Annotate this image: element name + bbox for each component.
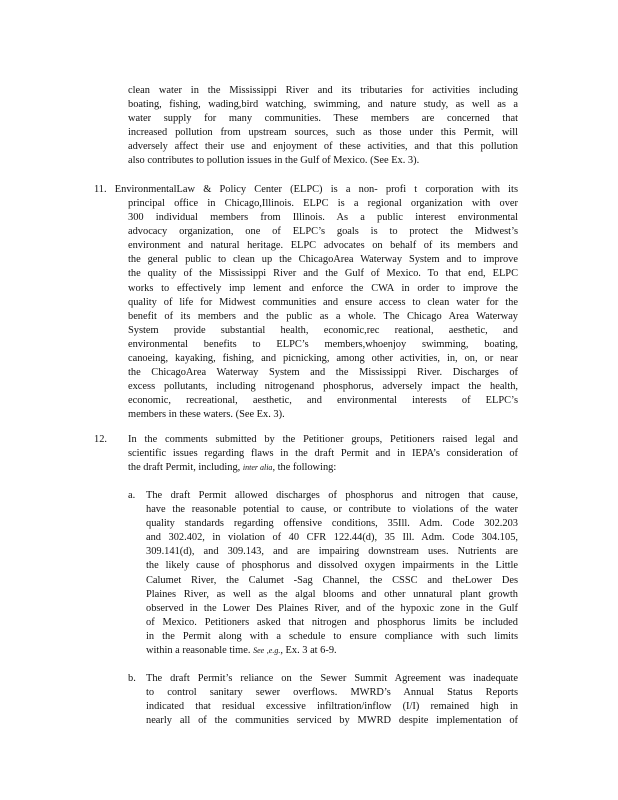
text-line: the quality of the Mississippi River and the Gulf of Mexico. To that end, ELPC [128,268,518,280]
text-line: increased pollution from upstream sources, such as those under this Permit, will [128,127,518,139]
text-line: economic, recreational, aesthetic, and environmental interests of ELPC’s [128,395,518,407]
text-fragment: the draft Permit, including, [128,462,241,474]
paragraph-11-body [128,197,518,423]
text-line: 300 individual members from Illinois. As a public interest environmental [128,212,518,224]
paragraph-11 [94,183,518,197]
paragraph-12-body [128,433,518,475]
text-line: Calumet River, the Calumet -Sag Channel, the CSSC and theLower Des [146,574,518,586]
text-line-citation [146,644,518,658]
text-line: in the Permit along with a schedule to ensure compliance with such limits [146,630,518,642]
text-line: excess pollutants, including nitrogenand phosphorus, adversely impact the health, [128,381,518,393]
paragraph-continuation [128,84,518,169]
item-b-label: b. [128,673,136,684]
text-line: adversely affect their use and enjoyment of these activities, and that this pollution [128,141,518,153]
text-line: have the reasonable potential to cause, or contribute to violations of the water [146,504,518,516]
text-line: principal office in Chicago,Illinois. ELPC is a regional organization with over [128,198,518,209]
text-line: the general public to clean up the ChicagoArea Waterway System and to improve [128,254,518,266]
text-fragment: within a reasonable time. [146,645,251,657]
item-a-body [146,489,518,658]
text-line: The draft Permit allowed discharges of phosphorus and nitrogen that cause, [146,490,518,501]
text-line: canoeing, kayaking, fishing, and picnicking, among other activities, in, on, or near [128,353,518,365]
text-line: The draft Permit’s reliance on the Sewer Summit Agreement was inadequate [146,673,518,684]
see-text: See [253,646,265,656]
text-line: environmental benefits to ELPC’s members,whoenjoy swimming, boating, [128,338,518,350]
text-line-inter-alia [128,461,518,475]
item-a-label: a. [128,490,136,501]
text-fragment: , the following: [272,462,337,474]
text-line: the ChicagoArea Waterway System and the Mississippi River. Discharges of [128,367,518,379]
text-line: System provide substantial health, economic,rec reational, aesthetic, and [128,324,518,336]
text-line: indicated that residual excessive infiltration/inflow (I/I) remained high in [146,701,518,713]
paragraph-11-first-line: 11. EnvironmentalLaw & Policy Center (ELPC) is a non- profi t corporation with its [94,184,518,195]
text-line: In the comments submitted by the Petitioner groups, Petitioners raised legal and [128,434,518,445]
text-line: to control sanitary sewer overflows. MWRD’s Annual Status Reports [146,687,518,699]
text-line: 309.141(d), and 309.143, and are impairing downstream uses. Nutrients are [146,546,518,558]
text-line: and 302.402, in violation of 40 CFR 122.44(d), 35 Ill. Adm. Code 304.105, [146,532,518,544]
text-line: of Mexico. Petitioners asked that nitrogen and phosphorus limits be included [146,616,518,628]
text-line: also contributes to pollution issues in the Gulf of Mexico. (See Ex. 3). [128,155,420,167]
text-line: works to effectively imp lement and enforce the CWA in order to improve the [128,282,518,294]
text-line: benefit of its members and the public as a whole. The Chicago Area Waterway [128,310,518,322]
paragraph-12-number: 12. [94,434,107,445]
text-line: water supply for many communities. These members are concerned that [128,113,518,125]
text-line: quality standards regarding offensive conditions, 35Ill. Adm. Code 302.203 [146,518,518,530]
text-line: environment and natural heritage. ELPC advocates on behalf of its members and [128,240,518,252]
text-line: Plaines River, as well as the algal blooms and other unnatural plant growth [146,588,518,600]
text-line: observed in the Lower Des Plaines River, and of the hypoxic zone in the Gulf [146,602,518,614]
eg-text: ,e.g. [266,646,281,656]
text-line: boating, fishing, wading,bird watching, swimming, and nature study, as well as a [128,99,518,111]
text-line: scientific issues regarding flaws in the draft Permit and in IEPA’s consideration of [128,448,518,460]
text-line: advocacy organization, one of ELPC’s goals is to protect the Midwest’s [128,226,518,238]
citation-text: , Ex. 3 at 6-9. [280,645,337,657]
text-line: quality of life for Midwest communities and ensure access to clean water for the [128,296,518,308]
text-line: nearly all of the communities serviced by MWRD despite implementation of [146,715,518,727]
inter-alia-text: inter alia [242,463,273,473]
text-line: the likely cause of phosphorus and dissolved oxygen impairments in the Little [146,560,518,572]
text-line: clean water in the Mississippi River and its tributaries for activities including [128,85,518,96]
item-b-body [146,672,518,728]
text-line: members in these waters. (See Ex. 3). [128,409,285,421]
